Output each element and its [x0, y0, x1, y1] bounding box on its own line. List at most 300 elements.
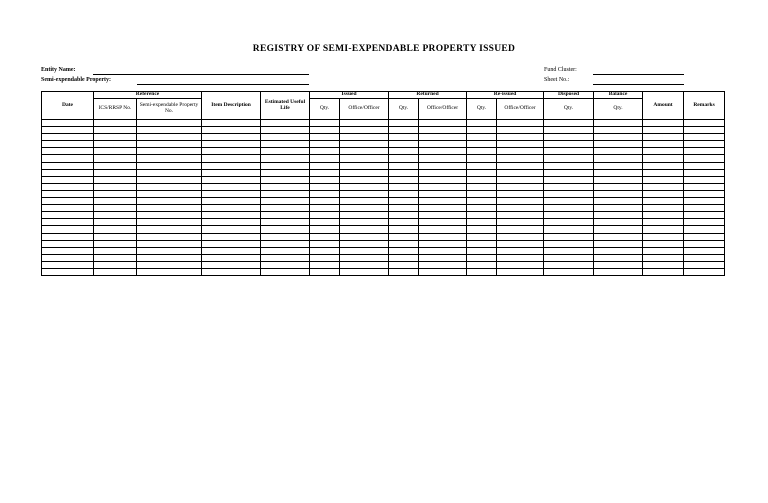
cell-issued-qty[interactable]: [310, 219, 340, 226]
cell-issued-office-officer[interactable]: [340, 155, 389, 162]
cell-balance-qty[interactable]: [594, 219, 643, 226]
cell-ics-rrsp-no[interactable]: [94, 247, 137, 254]
cell-returned-qty[interactable]: [389, 176, 419, 183]
cell-reissued-qty[interactable]: [467, 141, 497, 148]
cell-issued-office-officer[interactable]: [340, 162, 389, 169]
cell-disposed-qty[interactable]: [544, 190, 594, 197]
cell-date[interactable]: [42, 148, 94, 155]
cell-balance-qty[interactable]: [594, 120, 643, 127]
cell-ics-rrsp-no[interactable]: [94, 127, 137, 134]
cell-disposed-qty[interactable]: [544, 219, 594, 226]
cell-date[interactable]: [42, 226, 94, 233]
cell-returned-office-officer[interactable]: [419, 148, 467, 155]
cell-ics-rrsp-no[interactable]: [94, 226, 137, 233]
cell-issued-office-officer[interactable]: [340, 141, 389, 148]
cell-semi-expendable-property-no[interactable]: [137, 155, 202, 162]
cell-date[interactable]: [42, 219, 94, 226]
cell-reissued-qty[interactable]: [467, 198, 497, 205]
sheet-no-field[interactable]: [593, 84, 684, 85]
cell-balance-qty[interactable]: [594, 169, 643, 176]
cell-issued-office-officer[interactable]: [340, 261, 389, 268]
cell-issued-qty[interactable]: [310, 212, 340, 219]
cell-balance-qty[interactable]: [594, 134, 643, 141]
cell-returned-qty[interactable]: [389, 254, 419, 261]
cell-issued-office-officer[interactable]: [340, 268, 389, 275]
cell-disposed-qty[interactable]: [544, 169, 594, 176]
cell-reissued-qty[interactable]: [467, 162, 497, 169]
cell-semi-expendable-property-no[interactable]: [137, 261, 202, 268]
cell-disposed-qty[interactable]: [544, 183, 594, 190]
cell-issued-office-officer[interactable]: [340, 134, 389, 141]
cell-estimated-useful-life[interactable]: [261, 219, 310, 226]
cell-issued-qty[interactable]: [310, 155, 340, 162]
cell-ics-rrsp-no[interactable]: [94, 134, 137, 141]
cell-returned-office-officer[interactable]: [419, 155, 467, 162]
cell-reissued-qty[interactable]: [467, 205, 497, 212]
cell-returned-office-officer[interactable]: [419, 162, 467, 169]
cell-semi-expendable-property-no[interactable]: [137, 183, 202, 190]
cell-issued-office-officer[interactable]: [340, 183, 389, 190]
cell-returned-qty[interactable]: [389, 247, 419, 254]
cell-semi-expendable-property-no[interactable]: [137, 127, 202, 134]
cell-reissued-office-officer[interactable]: [497, 162, 544, 169]
cell-semi-expendable-property-no[interactable]: [137, 212, 202, 219]
cell-item-description[interactable]: [202, 205, 261, 212]
cell-item-description[interactable]: [202, 183, 261, 190]
cell-ics-rrsp-no[interactable]: [94, 183, 137, 190]
cell-item-description[interactable]: [202, 127, 261, 134]
cell-ics-rrsp-no[interactable]: [94, 254, 137, 261]
cell-reissued-office-officer[interactable]: [497, 127, 544, 134]
cell-remarks[interactable]: [684, 148, 725, 155]
cell-reissued-qty[interactable]: [467, 190, 497, 197]
cell-issued-office-officer[interactable]: [340, 212, 389, 219]
cell-reissued-qty[interactable]: [467, 219, 497, 226]
cell-ics-rrsp-no[interactable]: [94, 268, 137, 275]
cell-reissued-qty[interactable]: [467, 120, 497, 127]
cell-issued-office-officer[interactable]: [340, 219, 389, 226]
cell-issued-qty[interactable]: [310, 198, 340, 205]
cell-disposed-qty[interactable]: [544, 162, 594, 169]
cell-balance-qty[interactable]: [594, 162, 643, 169]
cell-amount[interactable]: [643, 120, 684, 127]
cell-amount[interactable]: [643, 233, 684, 240]
cell-returned-office-officer[interactable]: [419, 261, 467, 268]
cell-balance-qty[interactable]: [594, 226, 643, 233]
cell-semi-expendable-property-no[interactable]: [137, 205, 202, 212]
cell-disposed-qty[interactable]: [544, 134, 594, 141]
cell-reissued-qty[interactable]: [467, 212, 497, 219]
cell-semi-expendable-property-no[interactable]: [137, 141, 202, 148]
cell-remarks[interactable]: [684, 127, 725, 134]
cell-balance-qty[interactable]: [594, 183, 643, 190]
cell-reissued-office-officer[interactable]: [497, 247, 544, 254]
cell-returned-office-officer[interactable]: [419, 233, 467, 240]
cell-returned-office-officer[interactable]: [419, 205, 467, 212]
cell-reissued-office-officer[interactable]: [497, 233, 544, 240]
cell-estimated-useful-life[interactable]: [261, 127, 310, 134]
cell-disposed-qty[interactable]: [544, 120, 594, 127]
cell-issued-qty[interactable]: [310, 268, 340, 275]
cell-amount[interactable]: [643, 141, 684, 148]
cell-returned-office-officer[interactable]: [419, 268, 467, 275]
cell-remarks[interactable]: [684, 233, 725, 240]
cell-item-description[interactable]: [202, 240, 261, 247]
cell-reissued-qty[interactable]: [467, 134, 497, 141]
cell-estimated-useful-life[interactable]: [261, 254, 310, 261]
cell-reissued-office-officer[interactable]: [497, 268, 544, 275]
cell-reissued-office-officer[interactable]: [497, 176, 544, 183]
cell-item-description[interactable]: [202, 120, 261, 127]
cell-estimated-useful-life[interactable]: [261, 148, 310, 155]
cell-remarks[interactable]: [684, 120, 725, 127]
cell-item-description[interactable]: [202, 261, 261, 268]
cell-item-description[interactable]: [202, 198, 261, 205]
cell-balance-qty[interactable]: [594, 268, 643, 275]
cell-reissued-qty[interactable]: [467, 226, 497, 233]
cell-balance-qty[interactable]: [594, 190, 643, 197]
cell-date[interactable]: [42, 198, 94, 205]
cell-balance-qty[interactable]: [594, 240, 643, 247]
cell-amount[interactable]: [643, 205, 684, 212]
cell-returned-office-officer[interactable]: [419, 183, 467, 190]
fund-cluster-field[interactable]: [593, 74, 684, 75]
cell-reissued-office-officer[interactable]: [497, 219, 544, 226]
cell-remarks[interactable]: [684, 268, 725, 275]
cell-reissued-office-officer[interactable]: [497, 190, 544, 197]
cell-item-description[interactable]: [202, 155, 261, 162]
cell-ics-rrsp-no[interactable]: [94, 176, 137, 183]
cell-reissued-office-officer[interactable]: [497, 198, 544, 205]
cell-issued-qty[interactable]: [310, 247, 340, 254]
cell-reissued-office-officer[interactable]: [497, 134, 544, 141]
cell-balance-qty[interactable]: [594, 205, 643, 212]
cell-date[interactable]: [42, 247, 94, 254]
cell-returned-qty[interactable]: [389, 240, 419, 247]
cell-amount[interactable]: [643, 268, 684, 275]
cell-disposed-qty[interactable]: [544, 198, 594, 205]
cell-estimated-useful-life[interactable]: [261, 190, 310, 197]
cell-reissued-qty[interactable]: [467, 155, 497, 162]
cell-issued-office-officer[interactable]: [340, 226, 389, 233]
cell-disposed-qty[interactable]: [544, 205, 594, 212]
cell-issued-qty[interactable]: [310, 226, 340, 233]
cell-returned-qty[interactable]: [389, 141, 419, 148]
cell-item-description[interactable]: [202, 162, 261, 169]
cell-issued-office-officer[interactable]: [340, 254, 389, 261]
cell-returned-office-officer[interactable]: [419, 169, 467, 176]
cell-amount[interactable]: [643, 155, 684, 162]
cell-date[interactable]: [42, 261, 94, 268]
cell-returned-office-officer[interactable]: [419, 240, 467, 247]
cell-reissued-office-officer[interactable]: [497, 183, 544, 190]
cell-returned-qty[interactable]: [389, 183, 419, 190]
cell-balance-qty[interactable]: [594, 261, 643, 268]
cell-disposed-qty[interactable]: [544, 176, 594, 183]
cell-semi-expendable-property-no[interactable]: [137, 268, 202, 275]
cell-date[interactable]: [42, 141, 94, 148]
cell-estimated-useful-life[interactable]: [261, 162, 310, 169]
cell-returned-qty[interactable]: [389, 212, 419, 219]
cell-disposed-qty[interactable]: [544, 247, 594, 254]
cell-estimated-useful-life[interactable]: [261, 212, 310, 219]
cell-returned-qty[interactable]: [389, 127, 419, 134]
cell-balance-qty[interactable]: [594, 148, 643, 155]
cell-reissued-qty[interactable]: [467, 268, 497, 275]
cell-reissued-qty[interactable]: [467, 233, 497, 240]
cell-semi-expendable-property-no[interactable]: [137, 162, 202, 169]
cell-returned-office-officer[interactable]: [419, 219, 467, 226]
cell-amount[interactable]: [643, 148, 684, 155]
cell-semi-expendable-property-no[interactable]: [137, 190, 202, 197]
cell-remarks[interactable]: [684, 240, 725, 247]
semi-expendable-property-field[interactable]: [137, 84, 309, 85]
cell-returned-office-officer[interactable]: [419, 247, 467, 254]
cell-ics-rrsp-no[interactable]: [94, 148, 137, 155]
cell-date[interactable]: [42, 162, 94, 169]
cell-disposed-qty[interactable]: [544, 254, 594, 261]
cell-issued-qty[interactable]: [310, 261, 340, 268]
cell-amount[interactable]: [643, 176, 684, 183]
cell-issued-qty[interactable]: [310, 240, 340, 247]
cell-ics-rrsp-no[interactable]: [94, 219, 137, 226]
cell-reissued-qty[interactable]: [467, 148, 497, 155]
cell-item-description[interactable]: [202, 226, 261, 233]
cell-returned-office-officer[interactable]: [419, 120, 467, 127]
cell-item-description[interactable]: [202, 141, 261, 148]
cell-estimated-useful-life[interactable]: [261, 247, 310, 254]
cell-issued-office-officer[interactable]: [340, 233, 389, 240]
cell-returned-qty[interactable]: [389, 198, 419, 205]
cell-reissued-office-officer[interactable]: [497, 240, 544, 247]
cell-ics-rrsp-no[interactable]: [94, 261, 137, 268]
cell-issued-qty[interactable]: [310, 120, 340, 127]
cell-returned-qty[interactable]: [389, 169, 419, 176]
cell-returned-office-officer[interactable]: [419, 134, 467, 141]
cell-semi-expendable-property-no[interactable]: [137, 254, 202, 261]
cell-estimated-useful-life[interactable]: [261, 198, 310, 205]
cell-disposed-qty[interactable]: [544, 155, 594, 162]
cell-ics-rrsp-no[interactable]: [94, 190, 137, 197]
cell-amount[interactable]: [643, 169, 684, 176]
cell-item-description[interactable]: [202, 247, 261, 254]
cell-date[interactable]: [42, 212, 94, 219]
cell-amount[interactable]: [643, 190, 684, 197]
cell-returned-office-officer[interactable]: [419, 176, 467, 183]
cell-issued-office-officer[interactable]: [340, 148, 389, 155]
cell-remarks[interactable]: [684, 176, 725, 183]
cell-balance-qty[interactable]: [594, 155, 643, 162]
cell-ics-rrsp-no[interactable]: [94, 212, 137, 219]
cell-amount[interactable]: [643, 198, 684, 205]
cell-returned-office-officer[interactable]: [419, 127, 467, 134]
cell-reissued-office-officer[interactable]: [497, 169, 544, 176]
cell-date[interactable]: [42, 268, 94, 275]
cell-reissued-office-officer[interactable]: [497, 254, 544, 261]
cell-semi-expendable-property-no[interactable]: [137, 120, 202, 127]
cell-estimated-useful-life[interactable]: [261, 169, 310, 176]
cell-issued-office-officer[interactable]: [340, 247, 389, 254]
cell-reissued-office-officer[interactable]: [497, 148, 544, 155]
cell-issued-office-officer[interactable]: [340, 120, 389, 127]
cell-ics-rrsp-no[interactable]: [94, 155, 137, 162]
cell-issued-office-officer[interactable]: [340, 127, 389, 134]
cell-issued-qty[interactable]: [310, 148, 340, 155]
cell-estimated-useful-life[interactable]: [261, 205, 310, 212]
cell-disposed-qty[interactable]: [544, 268, 594, 275]
cell-remarks[interactable]: [684, 190, 725, 197]
cell-balance-qty[interactable]: [594, 212, 643, 219]
cell-balance-qty[interactable]: [594, 247, 643, 254]
cell-estimated-useful-life[interactable]: [261, 183, 310, 190]
cell-issued-office-officer[interactable]: [340, 198, 389, 205]
cell-reissued-qty[interactable]: [467, 240, 497, 247]
cell-disposed-qty[interactable]: [544, 127, 594, 134]
cell-returned-qty[interactable]: [389, 148, 419, 155]
cell-date[interactable]: [42, 205, 94, 212]
cell-item-description[interactable]: [202, 254, 261, 261]
cell-estimated-useful-life[interactable]: [261, 155, 310, 162]
cell-returned-qty[interactable]: [389, 233, 419, 240]
cell-issued-qty[interactable]: [310, 254, 340, 261]
cell-semi-expendable-property-no[interactable]: [137, 247, 202, 254]
cell-balance-qty[interactable]: [594, 198, 643, 205]
cell-estimated-useful-life[interactable]: [261, 261, 310, 268]
cell-estimated-useful-life[interactable]: [261, 233, 310, 240]
cell-date[interactable]: [42, 134, 94, 141]
cell-date[interactable]: [42, 183, 94, 190]
cell-issued-qty[interactable]: [310, 162, 340, 169]
cell-amount[interactable]: [643, 240, 684, 247]
cell-reissued-office-officer[interactable]: [497, 261, 544, 268]
cell-remarks[interactable]: [684, 254, 725, 261]
cell-reissued-qty[interactable]: [467, 127, 497, 134]
cell-disposed-qty[interactable]: [544, 226, 594, 233]
cell-remarks[interactable]: [684, 155, 725, 162]
cell-returned-qty[interactable]: [389, 268, 419, 275]
cell-date[interactable]: [42, 254, 94, 261]
cell-item-description[interactable]: [202, 233, 261, 240]
cell-returned-office-officer[interactable]: [419, 212, 467, 219]
cell-item-description[interactable]: [202, 134, 261, 141]
cell-ics-rrsp-no[interactable]: [94, 205, 137, 212]
cell-balance-qty[interactable]: [594, 176, 643, 183]
cell-estimated-useful-life[interactable]: [261, 268, 310, 275]
cell-remarks[interactable]: [684, 162, 725, 169]
cell-disposed-qty[interactable]: [544, 240, 594, 247]
cell-reissued-qty[interactable]: [467, 261, 497, 268]
cell-issued-office-officer[interactable]: [340, 190, 389, 197]
cell-issued-qty[interactable]: [310, 183, 340, 190]
cell-amount[interactable]: [643, 127, 684, 134]
cell-amount[interactable]: [643, 254, 684, 261]
cell-reissued-qty[interactable]: [467, 183, 497, 190]
cell-date[interactable]: [42, 120, 94, 127]
cell-amount[interactable]: [643, 219, 684, 226]
cell-estimated-useful-life[interactable]: [261, 134, 310, 141]
cell-item-description[interactable]: [202, 212, 261, 219]
cell-returned-qty[interactable]: [389, 162, 419, 169]
cell-reissued-office-officer[interactable]: [497, 155, 544, 162]
cell-date[interactable]: [42, 127, 94, 134]
cell-reissued-qty[interactable]: [467, 247, 497, 254]
cell-item-description[interactable]: [202, 268, 261, 275]
cell-reissued-qty[interactable]: [467, 176, 497, 183]
cell-item-description[interactable]: [202, 219, 261, 226]
cell-reissued-qty[interactable]: [467, 169, 497, 176]
cell-disposed-qty[interactable]: [544, 261, 594, 268]
cell-returned-qty[interactable]: [389, 120, 419, 127]
cell-issued-office-officer[interactable]: [340, 176, 389, 183]
cell-date[interactable]: [42, 233, 94, 240]
cell-ics-rrsp-no[interactable]: [94, 198, 137, 205]
cell-issued-office-officer[interactable]: [340, 169, 389, 176]
cell-ics-rrsp-no[interactable]: [94, 141, 137, 148]
cell-semi-expendable-property-no[interactable]: [137, 226, 202, 233]
cell-returned-qty[interactable]: [389, 190, 419, 197]
cell-ics-rrsp-no[interactable]: [94, 233, 137, 240]
cell-issued-office-officer[interactable]: [340, 205, 389, 212]
cell-issued-qty[interactable]: [310, 141, 340, 148]
cell-remarks[interactable]: [684, 169, 725, 176]
cell-estimated-useful-life[interactable]: [261, 226, 310, 233]
cell-estimated-useful-life[interactable]: [261, 240, 310, 247]
cell-semi-expendable-property-no[interactable]: [137, 169, 202, 176]
cell-remarks[interactable]: [684, 134, 725, 141]
cell-amount[interactable]: [643, 247, 684, 254]
cell-issued-qty[interactable]: [310, 134, 340, 141]
cell-date[interactable]: [42, 240, 94, 247]
cell-returned-qty[interactable]: [389, 261, 419, 268]
cell-reissued-office-officer[interactable]: [497, 205, 544, 212]
cell-estimated-useful-life[interactable]: [261, 120, 310, 127]
cell-reissued-office-officer[interactable]: [497, 141, 544, 148]
cell-date[interactable]: [42, 190, 94, 197]
cell-remarks[interactable]: [684, 219, 725, 226]
cell-returned-office-officer[interactable]: [419, 141, 467, 148]
cell-returned-qty[interactable]: [389, 226, 419, 233]
cell-returned-qty[interactable]: [389, 219, 419, 226]
cell-issued-office-officer[interactable]: [340, 240, 389, 247]
entity-name-field[interactable]: [93, 74, 309, 75]
cell-remarks[interactable]: [684, 226, 725, 233]
cell-disposed-qty[interactable]: [544, 212, 594, 219]
cell-balance-qty[interactable]: [594, 127, 643, 134]
cell-returned-office-officer[interactable]: [419, 254, 467, 261]
cell-semi-expendable-property-no[interactable]: [137, 219, 202, 226]
cell-semi-expendable-property-no[interactable]: [137, 134, 202, 141]
cell-disposed-qty[interactable]: [544, 141, 594, 148]
cell-semi-expendable-property-no[interactable]: [137, 176, 202, 183]
cell-amount[interactable]: [643, 226, 684, 233]
cell-issued-qty[interactable]: [310, 233, 340, 240]
cell-returned-office-officer[interactable]: [419, 226, 467, 233]
cell-item-description[interactable]: [202, 190, 261, 197]
cell-date[interactable]: [42, 176, 94, 183]
cell-remarks[interactable]: [684, 261, 725, 268]
cell-reissued-office-officer[interactable]: [497, 212, 544, 219]
cell-semi-expendable-property-no[interactable]: [137, 198, 202, 205]
cell-balance-qty[interactable]: [594, 233, 643, 240]
cell-semi-expendable-property-no[interactable]: [137, 233, 202, 240]
cell-remarks[interactable]: [684, 247, 725, 254]
cell-item-description[interactable]: [202, 169, 261, 176]
cell-reissued-office-officer[interactable]: [497, 226, 544, 233]
cell-returned-office-officer[interactable]: [419, 190, 467, 197]
cell-returned-qty[interactable]: [389, 205, 419, 212]
cell-semi-expendable-property-no[interactable]: [137, 240, 202, 247]
cell-item-description[interactable]: [202, 176, 261, 183]
